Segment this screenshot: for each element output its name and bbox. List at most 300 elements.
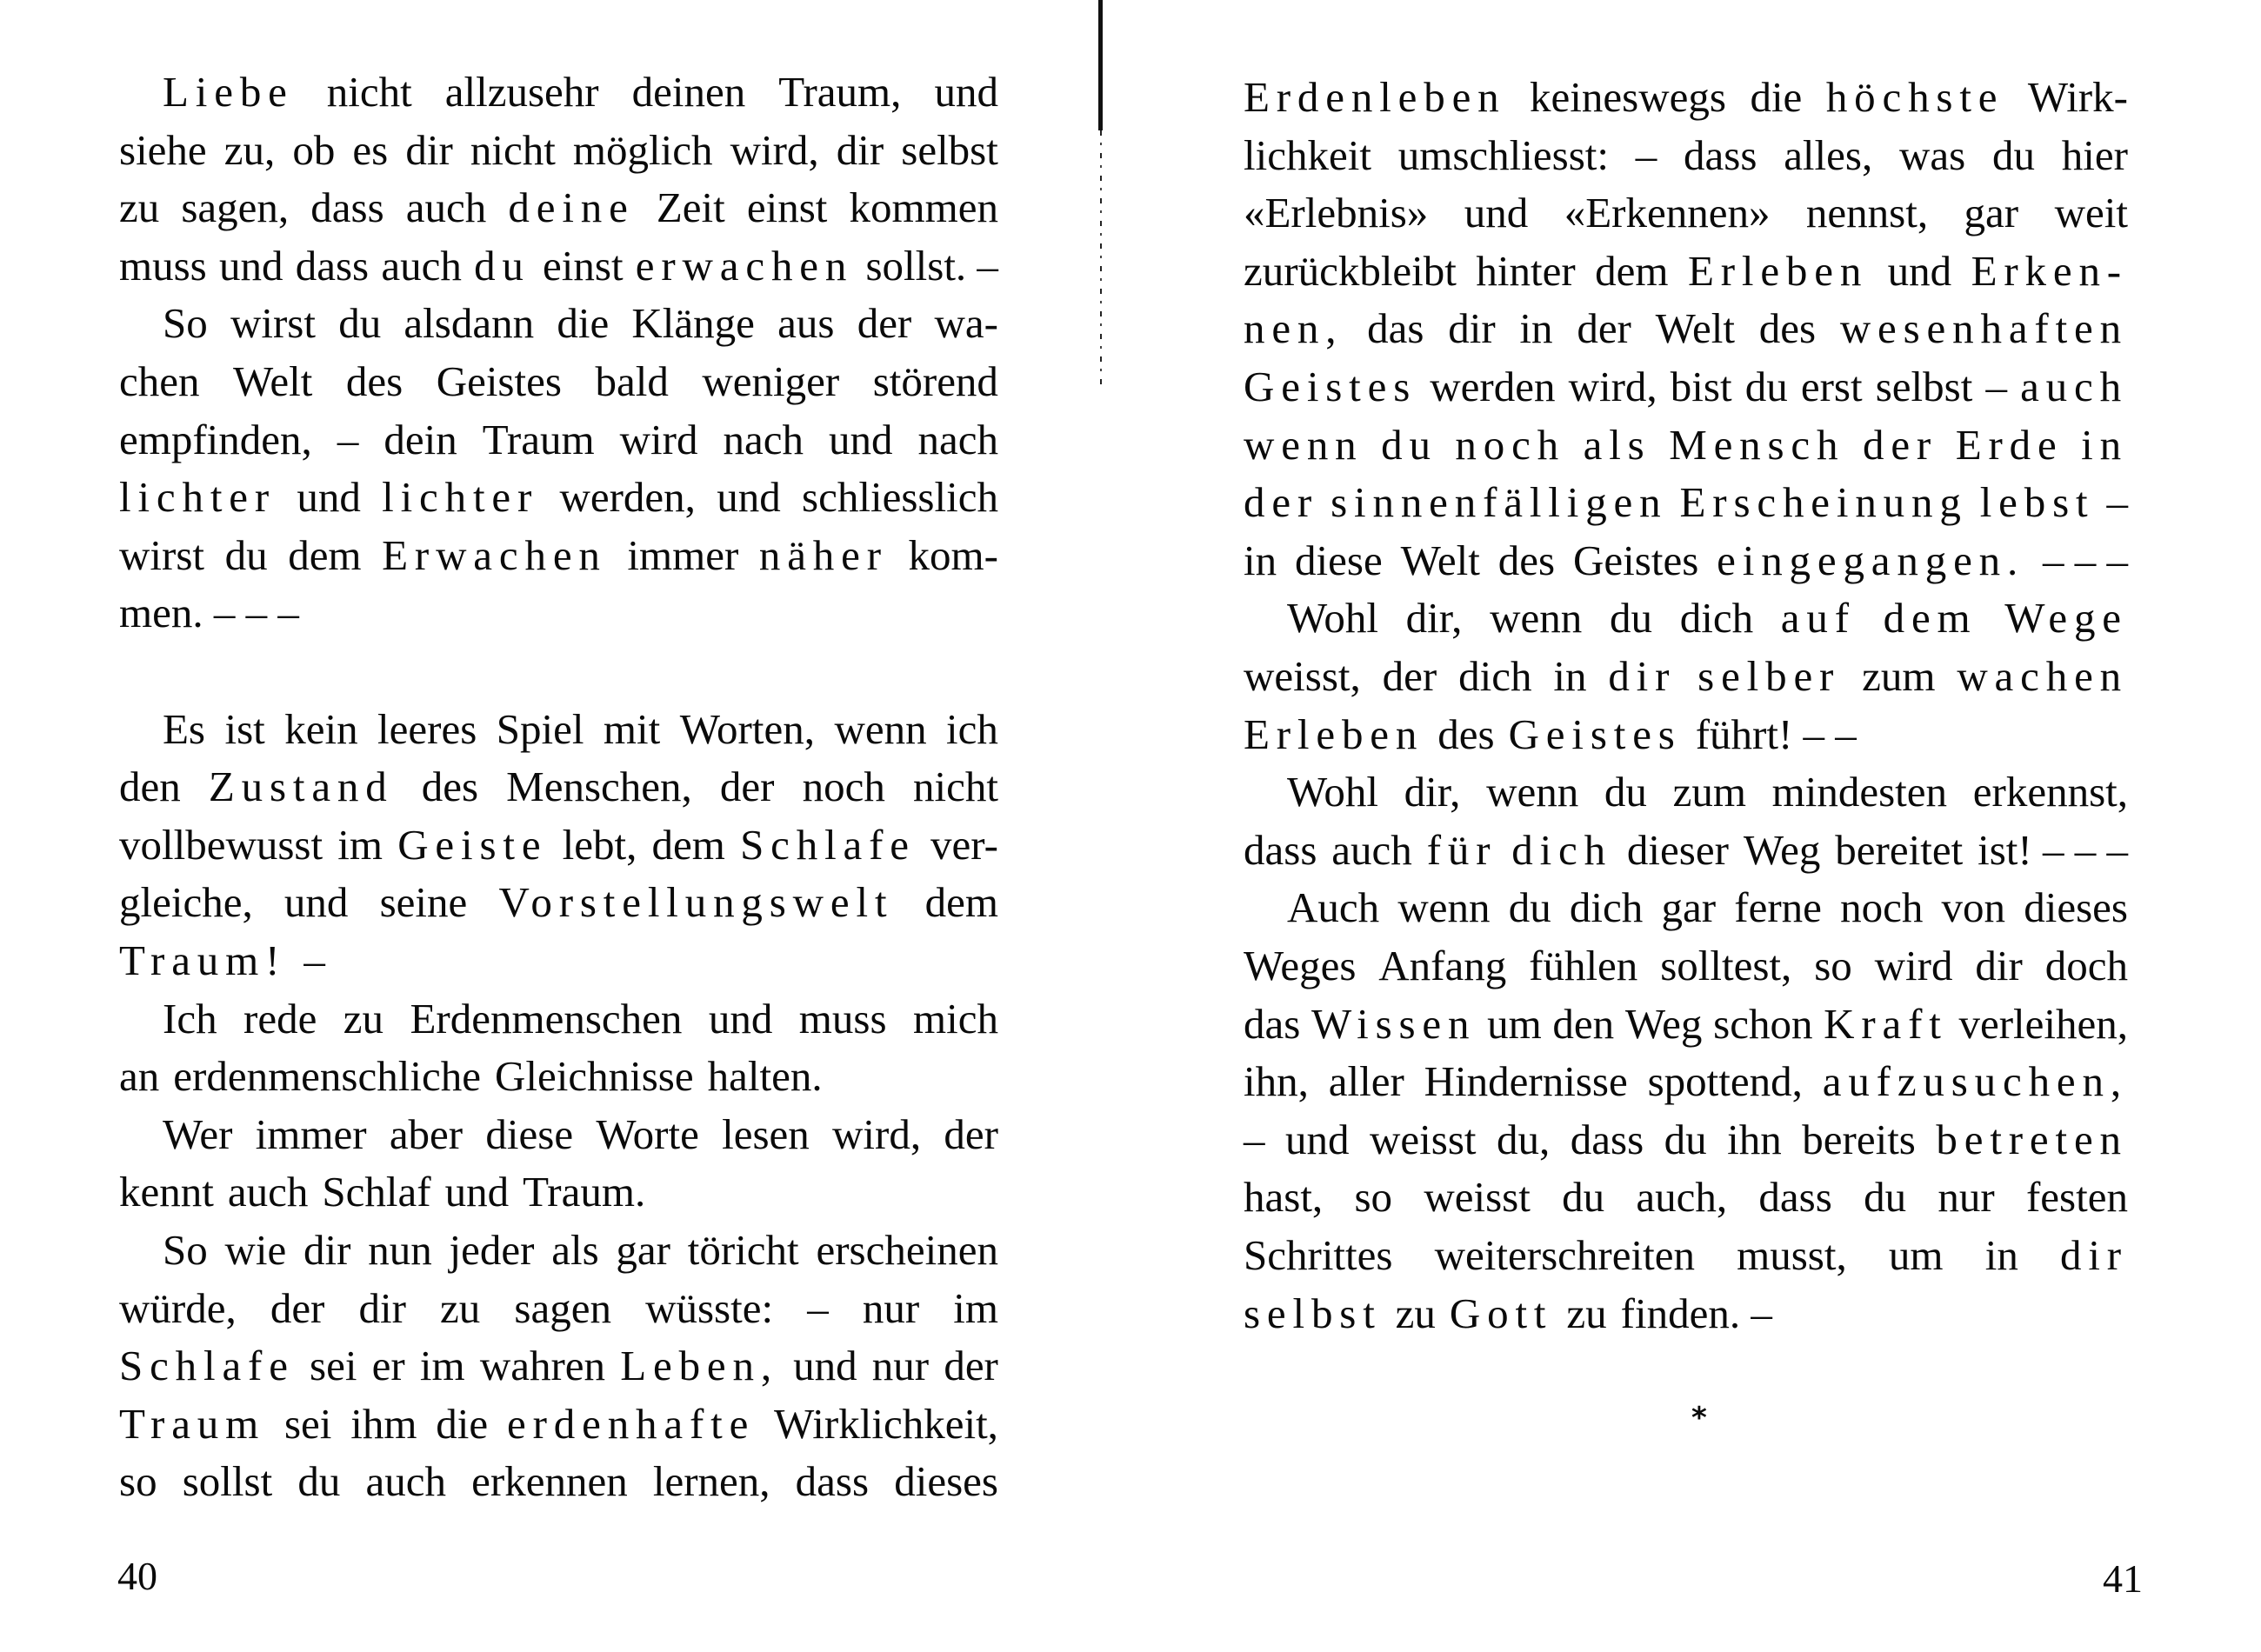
word: wenn xyxy=(1490,594,1583,643)
word: dich xyxy=(1569,883,1644,932)
word-spaced-emphasis: Traum xyxy=(119,1399,266,1448)
word: sagen xyxy=(514,1283,611,1332)
text-line xyxy=(1244,1229,2128,1282)
word: als xyxy=(551,1226,599,1274)
text-line xyxy=(1244,303,2128,355)
word: du xyxy=(1604,768,1647,816)
word: wird, xyxy=(832,1109,922,1158)
word: wüsste: xyxy=(645,1283,774,1332)
word: die xyxy=(557,299,610,348)
word: aus xyxy=(777,299,835,348)
word-spaced-emphasis: erdenhafte xyxy=(507,1399,756,1448)
word: du xyxy=(224,530,268,579)
word: erscheinen xyxy=(816,1226,998,1274)
word: schon xyxy=(1713,999,1813,1048)
word-spaced-emphasis: Geistes xyxy=(1508,709,1682,758)
word-spaced-emphasis: deine xyxy=(508,183,635,232)
word: gleiche, xyxy=(119,878,253,927)
word: immer xyxy=(255,1109,367,1158)
word: Worte xyxy=(596,1109,699,1158)
word: siehe xyxy=(119,125,207,174)
word: gar xyxy=(1964,189,2019,237)
word: – xyxy=(1244,1115,1265,1163)
word: rede xyxy=(243,994,317,1042)
word: zum xyxy=(1862,652,1936,700)
word: dir xyxy=(405,125,453,174)
word: und xyxy=(1464,189,1529,237)
word-spaced-emphasis: du xyxy=(1381,420,1437,469)
word: führt! – – xyxy=(1695,709,1857,758)
word-spaced-emphasis: der xyxy=(1244,478,1319,527)
word: du xyxy=(1664,1115,1707,1163)
text-line xyxy=(119,1398,998,1450)
word: auch xyxy=(405,183,487,232)
word: keineswegs xyxy=(1530,73,1726,121)
word: mit xyxy=(603,704,661,753)
word: auch xyxy=(227,1168,309,1216)
word-spaced-emphasis: du xyxy=(474,241,530,290)
word: du, xyxy=(1497,1115,1551,1163)
word-spaced-emphasis: Erdenleben xyxy=(1244,73,1506,121)
word: weisst xyxy=(1370,1115,1477,1163)
word: und xyxy=(1887,246,1952,295)
word-spaced-emphasis: lichter xyxy=(119,473,277,522)
text-line xyxy=(119,1166,998,1218)
word: würde, xyxy=(119,1283,237,1332)
word: des xyxy=(1497,536,1556,584)
word: seine xyxy=(379,878,468,927)
word: Traum. xyxy=(523,1168,646,1216)
word: musst, xyxy=(1737,1231,1847,1279)
word: solltest, xyxy=(1660,942,1792,989)
text-line xyxy=(1244,650,2128,703)
text-line xyxy=(119,240,998,292)
word: Klänge xyxy=(631,299,755,348)
word-spaced-emphasis: dir xyxy=(1608,652,1677,700)
text-line xyxy=(119,876,998,929)
word: der xyxy=(944,1109,998,1158)
word-spaced-emphasis: eingegangen. xyxy=(1717,536,2025,584)
word: du xyxy=(1609,594,1652,643)
word-spaced-emphasis: Kraft xyxy=(1824,999,1948,1048)
word: erdenmenschliche xyxy=(173,1052,481,1101)
word: so xyxy=(1814,942,1852,989)
text-line xyxy=(119,182,998,234)
text-line xyxy=(119,414,998,466)
word: Weg xyxy=(1624,999,1703,1048)
word: – xyxy=(1635,130,1657,179)
section-break-asterisk: * xyxy=(1691,1401,1707,1436)
word: in xyxy=(1519,304,1553,353)
word-spaced-emphasis: Erleben xyxy=(1687,246,1869,295)
word: dir xyxy=(1448,304,1496,353)
word: du xyxy=(1991,130,2035,179)
word: zum xyxy=(1672,768,1746,816)
text-line xyxy=(119,124,998,177)
word: werden xyxy=(1430,363,1556,410)
word: doch xyxy=(2044,942,2128,989)
word: Menschen, xyxy=(506,763,692,811)
word: chen xyxy=(119,357,200,405)
word: ihn xyxy=(1727,1115,1782,1163)
word: bald xyxy=(595,357,669,405)
word-spaced-emphasis: Geistes xyxy=(1244,363,1417,410)
word: ist xyxy=(224,704,265,753)
word: ihn, xyxy=(1244,1057,1309,1106)
word: Wohl xyxy=(1287,594,1378,643)
word: Spiel xyxy=(496,704,584,753)
word-spaced-emphasis: Schlafe xyxy=(119,1342,295,1390)
word: dir xyxy=(358,1283,406,1332)
word: die xyxy=(436,1399,489,1448)
word: wenn xyxy=(834,704,927,753)
text-line xyxy=(163,66,998,118)
text-line xyxy=(1287,882,2128,934)
word: ich xyxy=(946,704,998,753)
word-spaced-emphasis: Wissen xyxy=(1311,999,1477,1048)
word: erkennen xyxy=(471,1457,628,1506)
word: auch, xyxy=(1636,1173,1728,1222)
word: dich xyxy=(1458,652,1532,700)
word: alsdann xyxy=(404,299,535,348)
word: du xyxy=(338,299,382,348)
text-line xyxy=(1244,1171,2128,1223)
word: wie xyxy=(224,1226,287,1274)
word: was xyxy=(1899,130,1966,179)
word: dich xyxy=(1679,594,1754,643)
word: Hindernisse xyxy=(1424,1057,1628,1106)
text-line xyxy=(119,935,998,987)
word: sagen, xyxy=(181,183,290,232)
word: Welt xyxy=(1400,536,1480,584)
word: im xyxy=(419,1342,465,1390)
word: dir xyxy=(836,125,884,174)
word: ferne xyxy=(1734,883,1822,932)
word: den xyxy=(1552,999,1615,1048)
word: in xyxy=(1553,652,1587,700)
word-spaced-emphasis: Erken- xyxy=(1971,246,2128,295)
word: – xyxy=(337,415,359,463)
word-spaced-emphasis: in xyxy=(2081,420,2128,469)
word-spaced-emphasis: Zustand xyxy=(208,763,394,811)
word: an xyxy=(119,1052,160,1101)
word: und xyxy=(1285,1115,1350,1163)
word: einst xyxy=(746,183,828,232)
word: zu, xyxy=(223,125,276,174)
word: wird, xyxy=(730,125,819,174)
word: und xyxy=(708,994,773,1042)
word-spaced-emphasis: Wege xyxy=(2004,594,2128,643)
word: weisst xyxy=(1424,1173,1531,1222)
word-spaced-emphasis: wesenhaften xyxy=(1839,304,2128,353)
word: men. – – – xyxy=(119,589,299,637)
word-spaced-emphasis: Vorstellungswelt xyxy=(498,878,894,927)
word-spaced-emphasis: nen, xyxy=(1244,304,1344,353)
word: dem xyxy=(924,878,998,927)
word: hinter xyxy=(1476,246,1576,295)
word: Gleichnisse xyxy=(494,1052,694,1101)
text-line xyxy=(1287,592,2128,644)
word: bereitet xyxy=(1835,825,1964,874)
word-spaced-emphasis: Schlafe xyxy=(740,820,916,869)
word-spaced-emphasis: dich xyxy=(1511,825,1612,874)
word: kein xyxy=(284,704,358,753)
word: Wohl xyxy=(1287,768,1378,816)
word: wird, xyxy=(1568,363,1657,410)
word: noch xyxy=(802,763,885,811)
word: nicht xyxy=(470,125,556,174)
word: – – – xyxy=(2043,536,2128,584)
page-number-left: 40 xyxy=(117,1554,157,1598)
word-spaced-emphasis: sinnenfälligen xyxy=(1331,478,1668,527)
text-line xyxy=(119,471,998,523)
word: Worten, xyxy=(679,704,815,753)
word: zu xyxy=(1395,1289,1436,1337)
word: dass xyxy=(1244,825,1317,874)
text-line xyxy=(119,1455,998,1508)
word: in xyxy=(1984,1231,2018,1279)
word: dass xyxy=(795,1457,870,1506)
word-spaced-emphasis: Erleben xyxy=(1244,709,1424,758)
text-line xyxy=(119,1340,998,1392)
word: gar xyxy=(1661,883,1717,932)
word-spaced-emphasis: Leben, xyxy=(620,1342,778,1390)
word-spaced-emphasis: erwachen xyxy=(635,241,854,290)
word: und xyxy=(297,473,361,522)
text-line xyxy=(1244,824,2128,876)
word: wa- xyxy=(934,299,998,348)
word: und xyxy=(283,878,349,927)
word-spaced-emphasis: selbst xyxy=(1244,1289,1382,1337)
word: dir xyxy=(1975,942,2023,989)
word: Anfang xyxy=(1378,942,1507,989)
word: deinen xyxy=(631,68,746,116)
word-spaced-emphasis: Geiste xyxy=(397,820,548,869)
word-spaced-emphasis: näher xyxy=(758,530,888,579)
word: des xyxy=(421,763,479,811)
word: umschliesst: xyxy=(1397,130,1609,179)
word: auch xyxy=(381,241,462,290)
word: weiterschreiten xyxy=(1434,1231,1695,1279)
word: halten. xyxy=(707,1052,823,1101)
word: diese xyxy=(485,1109,574,1158)
text-line xyxy=(119,761,998,813)
word: der xyxy=(944,1342,998,1390)
word: wird xyxy=(619,415,698,463)
word: dir xyxy=(303,1226,351,1274)
word: «Erkennen» xyxy=(1564,189,1771,237)
word-spaced-emphasis: wachen xyxy=(1957,652,2128,700)
word-spaced-emphasis: wenn xyxy=(1244,420,1364,469)
word: immer xyxy=(627,530,739,579)
word: und xyxy=(219,241,283,290)
word: gar xyxy=(616,1226,670,1274)
word: Wirk- xyxy=(2027,73,2128,121)
word-spaced-emphasis: auch xyxy=(2020,363,2128,410)
word-spaced-emphasis: noch xyxy=(1455,420,1566,469)
text-line xyxy=(1244,71,2128,123)
word: wirst xyxy=(230,299,316,348)
word-spaced-emphasis: dem xyxy=(1883,594,1978,643)
word: die xyxy=(1750,73,1803,121)
word: lernen, xyxy=(652,1457,770,1506)
word: diese xyxy=(1295,536,1383,584)
word: Welt xyxy=(233,357,313,405)
text-line xyxy=(1244,476,2128,529)
word: Weges xyxy=(1244,942,1357,989)
word: ist! – – – xyxy=(1978,825,2128,874)
word: sei xyxy=(283,1399,332,1448)
word-spaced-emphasis: als xyxy=(1583,420,1651,469)
word: kom- xyxy=(908,530,998,579)
word: dass xyxy=(310,183,384,232)
word: Traum, xyxy=(778,68,902,116)
word: nur xyxy=(871,1342,930,1390)
word: dein xyxy=(384,415,457,463)
word-spaced-emphasis: betreten xyxy=(1936,1115,2128,1163)
word: So xyxy=(163,299,208,348)
word: Weg xyxy=(1743,825,1821,874)
word: finden. – xyxy=(1620,1289,1772,1337)
word: weit xyxy=(2054,189,2128,237)
word: nennst, xyxy=(1805,189,1929,237)
word: lebt, xyxy=(562,820,637,869)
word: Geistes xyxy=(1573,536,1699,584)
text-line xyxy=(1244,419,2128,471)
word: hast, xyxy=(1244,1173,1324,1222)
text-line xyxy=(1244,1288,2128,1340)
word: Zeit xyxy=(656,183,725,232)
word: du xyxy=(1508,883,1551,932)
word: dem xyxy=(651,820,725,869)
text-line xyxy=(119,1282,998,1335)
word: erkennst, xyxy=(1972,768,2128,816)
word: das xyxy=(1367,304,1424,353)
word: zurückbleibt xyxy=(1244,246,1457,295)
word: Auch xyxy=(1287,883,1380,932)
text-line xyxy=(119,587,998,639)
word: jeder xyxy=(449,1226,535,1274)
word: wenn xyxy=(1486,768,1579,816)
word: der xyxy=(1382,652,1437,700)
word-spaced-emphasis: höchste xyxy=(1825,73,2004,121)
word: und xyxy=(828,415,893,463)
word-spaced-emphasis: selber xyxy=(1697,652,1841,700)
word: weniger xyxy=(702,357,840,405)
word: du xyxy=(1562,1173,1605,1222)
word: so xyxy=(119,1457,157,1506)
text-line xyxy=(1244,1114,2128,1166)
word: sollst. – xyxy=(865,241,998,290)
word: «Erlebnis» xyxy=(1244,189,1429,237)
text-line xyxy=(1244,998,2128,1050)
word: aber xyxy=(389,1109,464,1158)
word: dass xyxy=(1684,130,1757,179)
word-spaced-emphasis: der xyxy=(1862,420,1938,469)
word: Wer xyxy=(163,1109,233,1158)
text-line xyxy=(163,703,998,756)
word: aller xyxy=(1328,1057,1404,1106)
word: – xyxy=(807,1283,829,1332)
text-line xyxy=(1244,130,2128,182)
word: ver- xyxy=(930,820,998,869)
word: es xyxy=(352,125,389,174)
word: noch xyxy=(1840,883,1924,932)
text-line xyxy=(163,993,998,1045)
word: zu xyxy=(119,183,160,232)
word: auch xyxy=(1331,825,1412,874)
word: nur xyxy=(1938,1173,1995,1222)
word: dem xyxy=(288,530,362,579)
word: Erdenmenschen xyxy=(410,994,683,1042)
word: nicht xyxy=(912,763,998,811)
word: dass xyxy=(1758,1173,1832,1222)
word: der xyxy=(1577,304,1631,353)
text-line xyxy=(119,530,998,582)
word: So xyxy=(163,1226,208,1274)
word: verleihen, xyxy=(1958,999,2128,1048)
text-line xyxy=(1244,535,2128,587)
word: dass xyxy=(1570,1115,1644,1163)
word: selbst xyxy=(901,125,998,174)
word: lesen xyxy=(722,1109,810,1158)
word: sollst xyxy=(182,1457,273,1506)
word: vollbewusst xyxy=(119,820,323,869)
word-spaced-emphasis: auf xyxy=(1780,594,1856,643)
word: von xyxy=(1941,883,2006,932)
word: hier xyxy=(2061,130,2128,179)
word: nun xyxy=(368,1226,432,1274)
word: du xyxy=(1744,363,1788,410)
word: zu xyxy=(1566,1289,1607,1337)
left-page xyxy=(0,0,1100,1652)
word: nicht xyxy=(326,68,412,116)
word: der xyxy=(270,1283,325,1332)
word: Schlaf xyxy=(322,1168,431,1216)
word: des xyxy=(345,357,404,405)
word: du xyxy=(297,1457,341,1506)
word: sei xyxy=(310,1342,357,1390)
page-number-right: 41 xyxy=(2103,1556,2143,1601)
word: wird xyxy=(1874,942,1953,989)
word-spaced-emphasis: Traum! – xyxy=(119,936,332,984)
word: wahren xyxy=(479,1342,606,1390)
word: störend xyxy=(872,357,998,405)
text-line xyxy=(1244,940,2128,992)
text-line xyxy=(163,1109,998,1161)
word: Geistes xyxy=(436,357,562,405)
word: dem xyxy=(1595,246,1669,295)
word: Ich xyxy=(163,994,217,1042)
word: – xyxy=(2106,478,2128,527)
word: und xyxy=(444,1168,510,1216)
text-line xyxy=(119,819,998,871)
word: des xyxy=(1437,709,1495,758)
word: zu xyxy=(343,994,384,1042)
word: dieses xyxy=(2024,883,2128,932)
word: der xyxy=(857,299,912,348)
word: wenn xyxy=(1397,883,1491,932)
word: und xyxy=(793,1342,857,1390)
word: kommen xyxy=(849,183,998,232)
word: das xyxy=(1244,999,1301,1048)
text-line xyxy=(1287,766,2128,818)
word: bereits xyxy=(1802,1115,1916,1163)
word: den xyxy=(119,763,181,811)
word: zu xyxy=(440,1283,481,1332)
word: dir, xyxy=(1405,594,1463,643)
word: – xyxy=(1985,363,2007,410)
